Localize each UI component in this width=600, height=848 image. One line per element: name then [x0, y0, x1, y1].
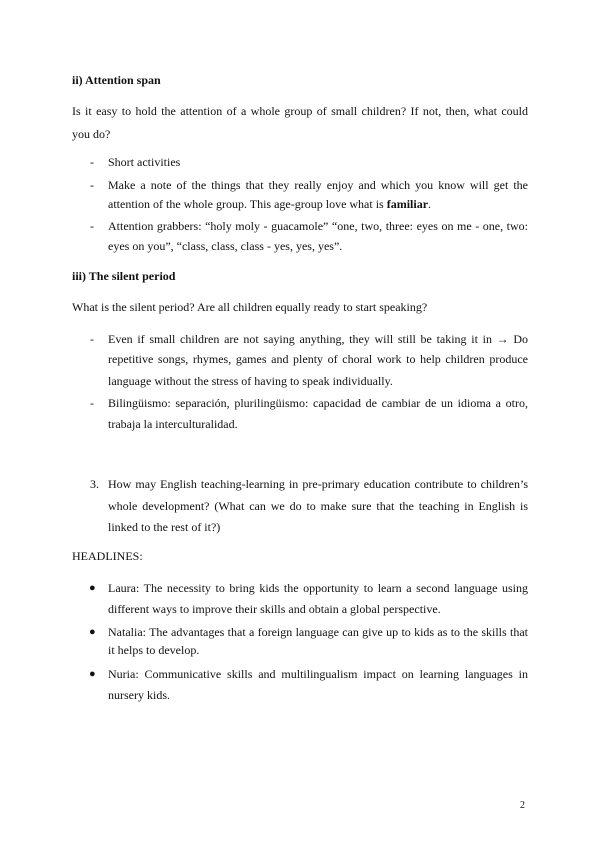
attention-question-line2: you do?	[72, 127, 111, 141]
round-bullet: ●	[89, 668, 96, 680]
question3-line1: How may English teaching-learning in pre-primary education contribute to children’s	[108, 477, 528, 491]
attention-item-note-line1: Make a note of the things that they really enjoy and which you know will get the	[108, 178, 528, 192]
silent-item-line1: Even if small children are not saying anything, they will still be taking it in → Do	[108, 332, 528, 346]
bilinguismo-item-line2: trabaja la interculturalidad.	[108, 417, 238, 431]
round-bullet: ●	[89, 582, 96, 594]
dash-bullet: -	[90, 332, 94, 346]
attention-item-note-text: attention of the whole group. This age-group love what is	[108, 197, 387, 211]
attention-item-note-period: .	[428, 197, 432, 211]
dash-bullet: -	[90, 396, 94, 410]
attention-span-heading: ii) Attention span	[72, 73, 161, 87]
familiar-bold-word: familiar	[386, 197, 429, 211]
headlines-title: HEADLINES:	[72, 549, 143, 563]
headline-natalia-line1: Natalia: The advantages that a foreign language can give up to kids as to the skills that	[108, 625, 528, 639]
headline-laura-line2: different ways to improve their skills and obtain a global perspective.	[108, 602, 441, 616]
page-number: 2	[520, 800, 525, 811]
question3-line2: whole development? (What can we do to make sure that the teaching in English is	[108, 499, 528, 513]
silent-item-line3: language without the stress of having to speak individually.	[108, 374, 393, 388]
headline-laura-line1: Laura: The necessity to bring kids the opportunity to learn a second language using	[108, 581, 528, 595]
silent-question: What is the silent period? Are all children equally ready to start speaking?	[72, 300, 428, 314]
attention-item-grabbers-line1: Attention grabbers: “holy moly - guacamole” “one, two, three: eyes on me - one, two:	[108, 219, 528, 233]
silent-item-line2: repetitive songs, rhymes, games and plenty of choral work to help children produce	[108, 352, 528, 366]
bilinguismo-item-line1: Bilingüismo: separación, plurilingüismo: capacidad de cambiar de un idioma a otro,	[108, 396, 528, 410]
attention-item-short-activities: Short activities	[108, 155, 181, 169]
question3-line3: linked to the rest of it?)	[108, 520, 221, 534]
attention-question-line1: Is it easy to hold the attention of a whole group of small children? If not, then, what could	[72, 104, 528, 118]
attention-item-note-line2	[108, 197, 431, 211]
attention-item-grabbers-line2: eyes on you”, “class, class, class - yes, yes, yes”.	[108, 239, 343, 253]
round-bullet: ●	[89, 626, 96, 638]
headline-nuria-line1: Nuria: Communicative skills and multilingualism impact on learning languages in	[108, 667, 528, 681]
dash-bullet: -	[90, 219, 94, 233]
dash-bullet: -	[90, 178, 94, 192]
headline-natalia-line2: it helps to develop.	[108, 643, 200, 657]
question-number: 3.	[90, 477, 99, 491]
headline-nuria-line2: nursery kids.	[108, 688, 170, 702]
dash-bullet: -	[90, 155, 94, 169]
silent-period-heading: iii) The silent period	[72, 269, 176, 283]
